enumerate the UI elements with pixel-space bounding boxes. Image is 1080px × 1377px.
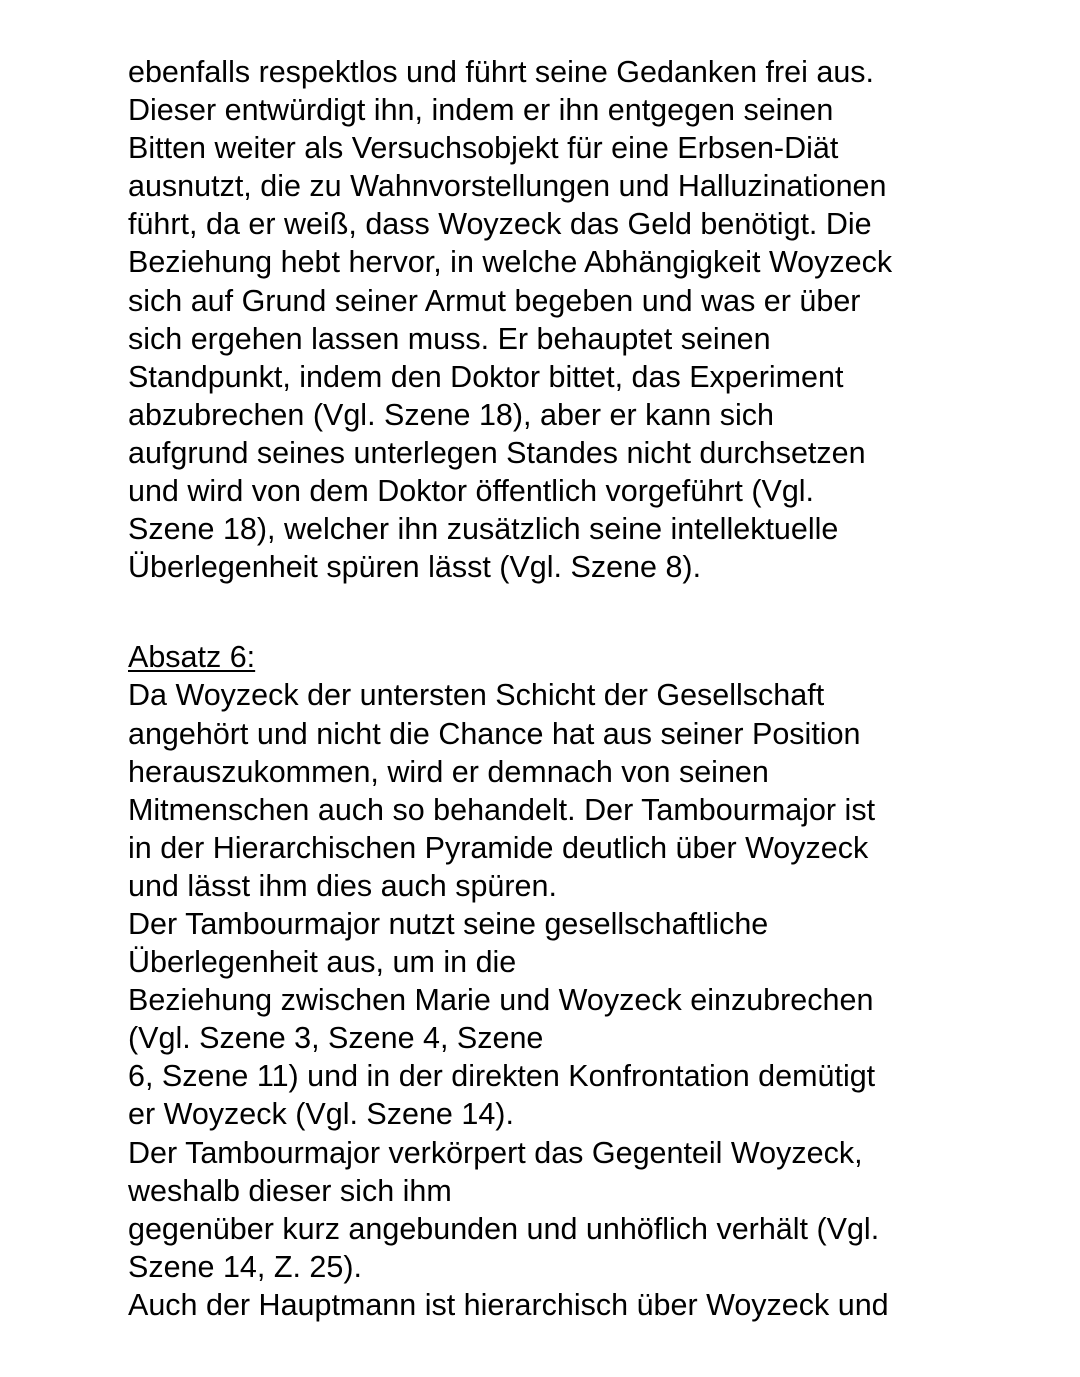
text-line: weshalb dieser sich ihm [128, 1173, 452, 1208]
text-line: Überlegenheit spüren lässt (Vgl. Szene 8). [128, 550, 702, 585]
text-line: und lässt ihm dies auch spüren. [128, 868, 557, 903]
text-line: er Woyzeck (Vgl. Szene 14). [128, 1097, 514, 1132]
text-line: Auch der Hauptmann ist hierarchisch über Woyzeck und [128, 1287, 889, 1322]
text-line: Bitten weiter als Versuchsobjekt für eine Erbsen-Diät [128, 131, 839, 166]
paragraph-gap [128, 586, 1028, 638]
text-line: herauszukommen, wird er demnach von seinen [128, 754, 769, 789]
text-line: Mitmenschen auch so behandelt. Der Tambourmajor ist [128, 792, 876, 827]
text-line: Beziehung zwischen Marie und Woyzeck einzubrechen [128, 983, 874, 1018]
text-line: abzubrechen (Vgl. Szene 18), aber er kann sich [128, 397, 774, 432]
text-line: sich auf Grund seiner Armut begeben und was er über [128, 283, 861, 318]
text-line: führt, da er weiß, dass Woyzeck das Geld benötigt. Die [128, 207, 872, 242]
text-line: Dieser entwürdigt ihn, indem er ihn entgegen seinen [128, 93, 834, 128]
text-line: ausnutzt, die zu Wahnvorstellungen und Halluzinationen [128, 169, 887, 204]
text-line: 6, Szene 11) und in der direkten Konfrontation demütigt [128, 1059, 876, 1094]
text-line: Der Tambourmajor nutzt seine gesellschaftliche [128, 906, 769, 941]
section-heading: Absatz 6: [128, 640, 256, 675]
text-line: ebenfalls respektlos und führt seine Gedanken frei aus. [128, 55, 875, 89]
text-line: sich ergehen lassen muss. Er behauptet seinen [128, 321, 771, 356]
text-line: Überlegenheit aus, um in die [128, 945, 517, 980]
text-line: Standpunkt, indem den Doktor bittet, das Experiment [128, 359, 844, 394]
text-line: Szene 14, Z. 25). [128, 1249, 362, 1284]
text-line: (Vgl. Szene 3, Szene 4, Szene [128, 1021, 544, 1056]
text-line: Der Tambourmajor verkörpert das Gegenteil Woyzeck, [128, 1135, 863, 1170]
text-line: aufgrund seines unterlegen Standes nicht durchsetzen [128, 435, 866, 470]
document-page [128, 53, 1028, 1324]
text-line: Szene 18), welcher ihn zusätzlich seine intellektuelle [128, 512, 839, 547]
text-line: und wird von dem Doktor öffentlich vorgeführt (Vgl. [128, 474, 815, 509]
paragraph-2 [128, 676, 1028, 1324]
text-line: Da Woyzeck der untersten Schicht der Gesellschaft [128, 678, 825, 713]
text-line: gegenüber kurz angebunden und unhöflich verhält (Vgl. [128, 1211, 880, 1246]
text-line: Beziehung hebt hervor, in welche Abhängigkeit Woyzeck [128, 245, 893, 280]
paragraph-1 [128, 53, 1028, 586]
text-line: in der Hierarchischen Pyramide deutlich über Woyzeck [128, 830, 869, 865]
text-line: angehört und nicht die Chance hat aus seiner Position [128, 716, 861, 751]
